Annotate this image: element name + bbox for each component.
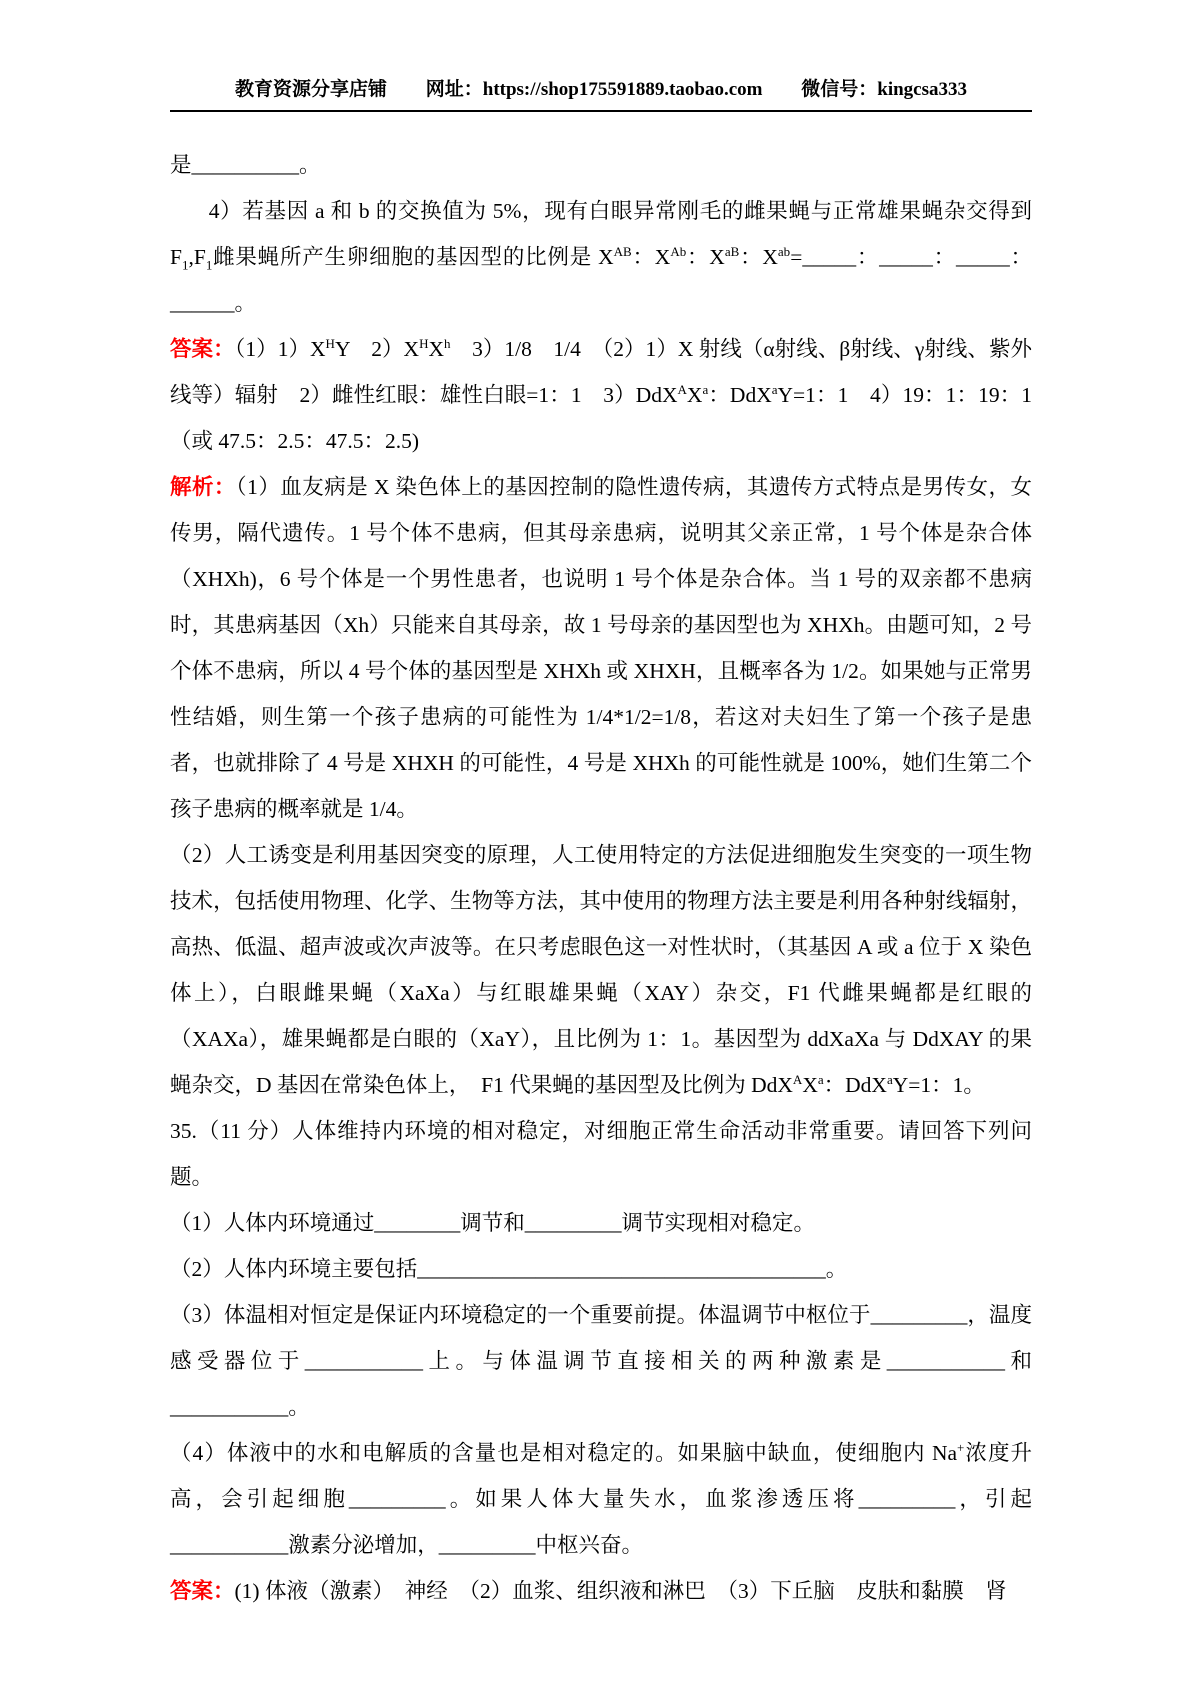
- text-segment: Y 2）X: [334, 337, 420, 361]
- superscript-text: a: [886, 1071, 893, 1087]
- superscript-text: H: [419, 335, 429, 351]
- analysis-question-34-part-2: [170, 832, 1032, 1108]
- text-segment: （3）体温相对恒定是保证内环境稳定的一个重要前提。体温调节中枢位于_________，温度感受器位于___________上。与体温调节直接相关的两种激素是___________和___________。: [170, 1303, 1032, 1419]
- text-segment: X: [686, 383, 703, 407]
- text-segment: （1）人体内环境通过________调节和_________调节实现相对稳定。: [170, 1211, 816, 1235]
- text-segment: Y=1：1。: [892, 1073, 985, 1097]
- blank-answer-line: [170, 142, 1032, 188]
- header-url: 网址：https://shop175591889.taobao.com: [425, 79, 763, 100]
- superscript-text: h: [444, 335, 451, 351]
- text-segment: Y=1：1 4）19：1：19：1（或 47.5：2.5：47.5：2.5): [170, 383, 1033, 453]
- text-segment: 4）若基因 a 和 b 的交换值为 5%，现有白眼异常刚毛的雌果蝇与正常雄果蝇杂交得到 F: [170, 199, 1032, 269]
- text-segment: 35.（11 分）人体维持内环境的相对稳定，对细胞正常生命活动非常重要。请回答下列问题。: [170, 1119, 1032, 1189]
- header-wechat: 微信号：kingcsa333: [801, 79, 967, 100]
- superscript-text: a: [771, 381, 778, 397]
- superscript-text: A: [792, 1071, 803, 1087]
- text-segment: ：DdX: [708, 383, 772, 407]
- superscript-text: A: [677, 381, 687, 397]
- superscript-text: aB: [724, 243, 740, 259]
- superscript-text: H: [325, 335, 335, 351]
- question-35-sub-2: [170, 1246, 1032, 1292]
- text-segment: ：DdX: [823, 1073, 887, 1097]
- text-segment: ：X: [739, 245, 778, 269]
- text-segment: ：X: [686, 245, 725, 269]
- superscript-text: ab: [777, 243, 791, 259]
- text-segment: (1) 体液（激素） 神经 （2）血浆、组织液和淋巴 （3）下丘脑 皮肤和黏膜 肾: [234, 1579, 1007, 1603]
- text-segment: X: [802, 1073, 818, 1097]
- question-35-sub-3: [170, 1292, 1032, 1430]
- superscript-text: a: [702, 381, 709, 397]
- superscript-text: +: [957, 1439, 965, 1455]
- text-segment: （1）血友病是 X 染色体上的基因控制的隐性遗传病，其遗传方式特点是男传女，女传男，隔代遗传。1 号个体不患病，但其母亲患病，说明其父亲正常，1 号个体是杂合体（XHXh)，6 号个体是一个男性患者，也说明 1 号个体是杂合体。当 1 号的双亲都不患病时，其患病基因（Xh）只能来自其母亲，故 1 号母亲的基因型也为 XHXh。由题可知，2 号个体不患病，所以 4 号个体的基因型是 XHXh 或 XHXH，且概率各为 1/2。如果她与正常男性结婚，则生第一个孩子患病的可能性为 1/4*1/2=1/8，若这对夫妇生了第一个孩子是患者，也就排除了 4 号是 XHXH 的可能性，4 号是 XHXh 的可能性就是 100%，她们生第二个孩子患病的概率就是 1/4。: [170, 475, 1032, 821]
- answer-question-35: [170, 1568, 1032, 1614]
- text-segment: =_____：_____：_____：______。: [170, 245, 1032, 315]
- analysis-label: 解析：: [170, 475, 236, 499]
- text-segment: ,F: [188, 245, 206, 269]
- answer-label: 答案：: [170, 337, 235, 361]
- text-segment: 雌果蝇所产生卵细胞的基因型的比例是 X: [212, 245, 614, 269]
- question-35-stem: [170, 1108, 1032, 1200]
- document-body: [170, 142, 1032, 1614]
- text-segment: ：X: [631, 245, 671, 269]
- page-header: [170, 74, 1032, 112]
- header-store-name: 教育资源分享店铺: [234, 79, 387, 100]
- analysis-question-34-part-1: [170, 464, 1032, 832]
- question-4: [170, 188, 1032, 326]
- superscript-text: a: [817, 1071, 824, 1087]
- text-segment: （2）人工诱变是利用基因突变的原理，人工使用特定的方法促进细胞发生突变的一项生物技术，包括使用物理、化学、生物等方法，其中使用的物理方法主要是利用各种射线辐射，高热、低温、超声波或次声波等。在只考虑眼色这一对性状时，（其基因 A 或 a 位于 X 染色体上），白眼雌果蝇（XaXa）与红眼雄果蝇（XAY）杂交，F1 代雌果蝇都是红眼的（XAXa），雄果蝇都是白眼的（XaY），且比例为 1：1。基因型为 ddXaXa 与 DdXAY 的果蝇杂交，D 基因在常染色体上， F1 代果蝇的基因型及比例为 DdX: [170, 843, 1032, 1097]
- text-segment: X: [428, 337, 444, 361]
- text-segment: （1）1）X: [234, 337, 326, 361]
- text-segment: （4）体液中的水和电解质的含量也是相对稳定的。如果脑中缺血，使细胞内 Na: [170, 1441, 958, 1465]
- question-35-sub-1: [170, 1200, 1032, 1246]
- answer-label: 答案：: [170, 1579, 235, 1603]
- subscript-text: 1: [181, 257, 189, 273]
- text-segment: 是__________。: [170, 153, 321, 177]
- text-segment: 3）1/8 1/4 （2）1）X 射线（α射线、β射线、γ射线、紫外线等）辐射 2）雌性红眼：雄性白眼=1：1 3）DdX: [170, 337, 1032, 407]
- superscript-text: Ab: [670, 243, 687, 259]
- subscript-text: 1: [205, 257, 213, 273]
- text-segment: 浓度升高，会引起细胞_________。如果人体大量失水，血浆渗透压将_________，引起___________激素分泌增加，_________中枢兴奋。: [170, 1441, 1032, 1557]
- text-segment: （2）人体内环境主要包括______________________________________。: [170, 1257, 848, 1281]
- answer-question-34: [170, 326, 1032, 464]
- superscript-text: AB: [613, 243, 632, 259]
- question-35-sub-4: [170, 1430, 1032, 1568]
